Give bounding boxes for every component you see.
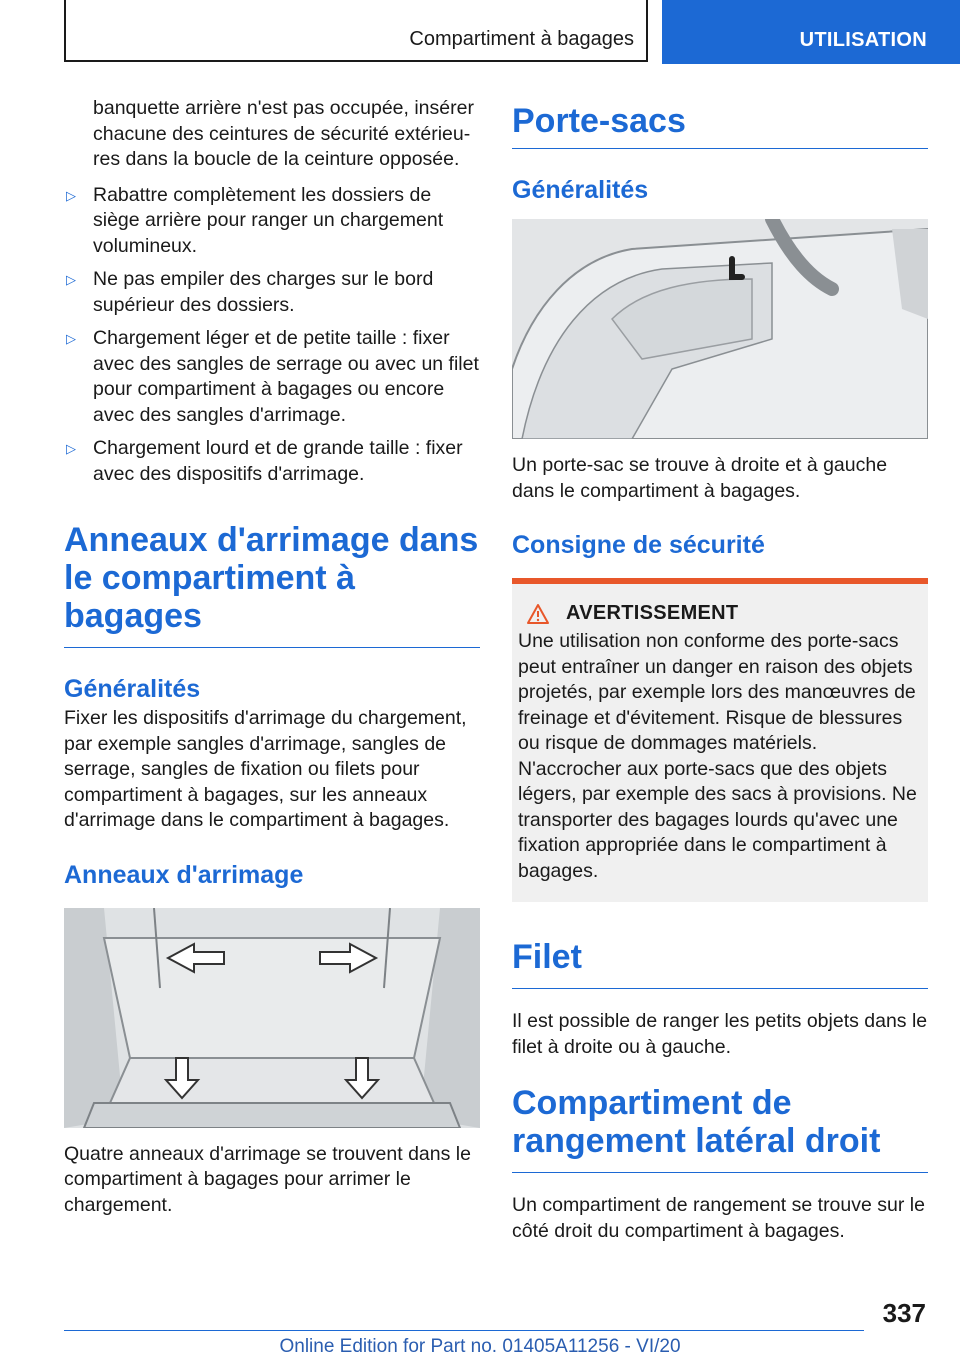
general-text: Fixer les dispositifs d'arrimage du chargement, par exemple sangles d'arrimage, sangles de serrage, sangles de fixation ou filets pour compartiment à bagages, sur les anneaux d'arrimage dans le compartiment à bagages. (64, 707, 467, 831)
footer-edition: Online Edition for Part no. 01405A11256 - VI/20 (279, 1336, 681, 1357)
bag-hook-caption: Un porte-sac se trouve à droite et à gauche dans le compartiment à bagages. (512, 454, 888, 502)
continued-text: banquette arrière n'est pas occupée, insérer chacune des ceintures de sécurité extérieures dans la boucle de la ceinture opposée. (93, 97, 474, 170)
triangle-bullet-icon: ▷ (66, 331, 76, 346)
trunk-tie-down-photo (64, 908, 480, 1128)
subheading-tie-down-rings: Anneaux d'arrimage (64, 860, 304, 889)
list-item: ▷ Rabattre complètement les dossiers de siège arrière pour ranger un chargement volumineux. (66, 183, 444, 257)
header-section-title: Compartiment à bagages (409, 28, 634, 50)
warning-title: AVERTISSEMENT (566, 602, 739, 624)
warning-triangle-icon (526, 603, 550, 625)
bag-hook-photo (512, 219, 928, 439)
bullet-list (64, 183, 480, 488)
subheading-general-right: Généralités (512, 176, 649, 204)
warning-text: Une utilisation non conforme des porte-sacs peut entraîner un danger en raison des objets projetés, par exemple lors des manœuvres de freinage et d'évitement. Risque de blessures ou risque de dommages matériels. N'accrocher aux porte-sacs que des objets légers, par exemple des sacs à provisions. Ne transporter des bagages lourds qu'avec une fixation appropriée dans le compartiment à bagages. (518, 630, 917, 882)
header-chapter-label: UTILISATION (799, 29, 927, 51)
header-chapter-tab[interactable] (662, 0, 960, 64)
triangle-bullet-icon: ▷ (66, 272, 76, 287)
net-text: Il est possible de ranger les petits objets dans le filet à droite ou à gauche. (512, 1010, 928, 1058)
list-item: ▷ Chargement léger et de petite taille : fixer avec des sangles de serrage ou avec un filet pour compartiment à bagages ou encore avec des sangles d'arrimage. (66, 327, 479, 426)
page-number: 337 (882, 1298, 926, 1328)
header-section-box (64, 0, 648, 62)
tie-down-photo-caption: Quatre anneaux d'arrimage se trouvent dans le compartiment à bagages pour arrimer le chargement. (64, 1142, 471, 1216)
footer-divider (64, 1330, 864, 1331)
triangle-bullet-icon: ▷ (66, 441, 76, 456)
storage-text: Un compartiment de rangement se trouve sur le côté droit du compartiment à bagages. (512, 1194, 925, 1242)
triangle-bullet-icon: ▷ (66, 187, 76, 203)
warning-header (518, 602, 922, 625)
left-column (64, 96, 480, 1218)
list-item: ▷ Ne pas empiler des charges sur le bord supérieur des dossiers. (66, 268, 434, 316)
warning-box (512, 578, 928, 902)
section-heading-bag-hooks: Porte-sacs (512, 102, 928, 149)
list-item: ▷ Chargement lourd et de grande taille : fixer avec des dispositifs d'arrimage. (66, 437, 463, 485)
section-heading-tie-down: Anneaux d'arrimage dans le compartiment à bagages (64, 521, 480, 648)
subheading-safety: Consigne de sécurité (512, 531, 765, 559)
subheading-general: Généralités (64, 675, 201, 703)
section-heading-net: Filet (512, 938, 928, 989)
right-column (512, 96, 928, 1244)
section-heading-storage: Compartiment de rangement latéral droit (512, 1084, 928, 1173)
